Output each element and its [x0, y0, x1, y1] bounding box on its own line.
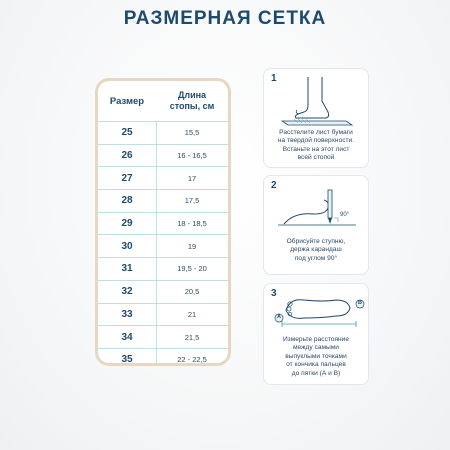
table-row — [98, 303, 228, 326]
header-length-line2: стопы, см — [169, 101, 215, 111]
text-line: Измерьте расстояние — [282, 336, 350, 343]
step-number: 1 — [271, 73, 277, 84]
table-row — [98, 280, 228, 303]
size-cell: 30 — [121, 240, 133, 252]
size-cell: 34 — [121, 331, 133, 343]
step-2-card — [263, 175, 369, 275]
header-length — [156, 90, 228, 112]
text-line: Встаньте на этот лист — [282, 145, 350, 153]
length-cell: 21 — [187, 309, 197, 319]
table-row — [98, 212, 228, 235]
angle-label: 90° — [340, 212, 350, 218]
length-cell: 16 - 16,5 — [177, 151, 207, 161]
length-cell: 18 - 18,5 — [177, 219, 207, 229]
marker-a: A — [277, 314, 281, 320]
step-1-text — [268, 129, 364, 163]
text-line: под углом 90° — [294, 254, 338, 262]
size-cell: 28 — [121, 195, 133, 207]
table-row — [98, 348, 228, 366]
length-cell: 21,5 — [184, 332, 200, 342]
table-header — [98, 81, 228, 121]
step-2-text — [268, 238, 364, 263]
text-line: от кончика пальцев — [286, 361, 346, 369]
table-row — [98, 257, 228, 280]
length-cell: 17,5 — [184, 196, 200, 206]
table-row — [98, 234, 228, 257]
size-cell: 35 — [121, 354, 133, 366]
size-cell: 27 — [121, 172, 133, 184]
header-size: Размер — [109, 95, 145, 107]
foot-measure-icon — [264, 288, 370, 338]
length-cell: 19 — [187, 241, 197, 251]
table-row — [98, 189, 228, 212]
foot-tracing-icon — [264, 178, 370, 238]
table-row — [98, 121, 228, 144]
marker-b: B — [358, 300, 362, 306]
text-line: всей стопой — [297, 154, 335, 162]
step-1-card — [263, 68, 369, 168]
text-line: на твердой поверхности. — [277, 137, 355, 145]
step-number: 3 — [271, 288, 277, 299]
length-cell: 20,5 — [184, 287, 200, 297]
size-cell: 32 — [121, 286, 133, 298]
text-line: держа карандаш — [290, 246, 342, 254]
table-row — [98, 144, 228, 167]
step-number: 2 — [271, 180, 277, 191]
size-cell: 31 — [121, 263, 133, 275]
length-cell: 17 — [187, 173, 197, 183]
text-line: между самыми — [293, 344, 339, 352]
text-line: Обрисуйте ступню, — [286, 238, 346, 245]
step-3-text — [268, 336, 364, 378]
page-title: РАЗМЕРНАЯ СЕТКА — [123, 8, 327, 29]
step-3-card — [263, 283, 369, 385]
foot-on-paper-icon — [264, 71, 370, 131]
size-cell: 25 — [121, 127, 133, 139]
size-cell: 29 — [121, 218, 133, 230]
length-cell: 19,5 - 20 — [177, 264, 207, 274]
size-table — [95, 78, 231, 366]
table-row — [98, 166, 228, 189]
text-line: выпуклыми точками — [285, 352, 347, 360]
text-line: Расстелите лист бумаги — [279, 129, 353, 136]
size-cell: 33 — [121, 308, 133, 320]
table-rows — [98, 121, 228, 366]
table-row — [98, 325, 228, 348]
length-cell: 15,5 — [184, 128, 200, 138]
header-length-line1: Длина — [177, 90, 207, 100]
size-cell: 26 — [121, 150, 133, 162]
length-cell: 22 - 22,5 — [177, 355, 207, 365]
text-line: до пятки (А и В) — [291, 369, 341, 377]
